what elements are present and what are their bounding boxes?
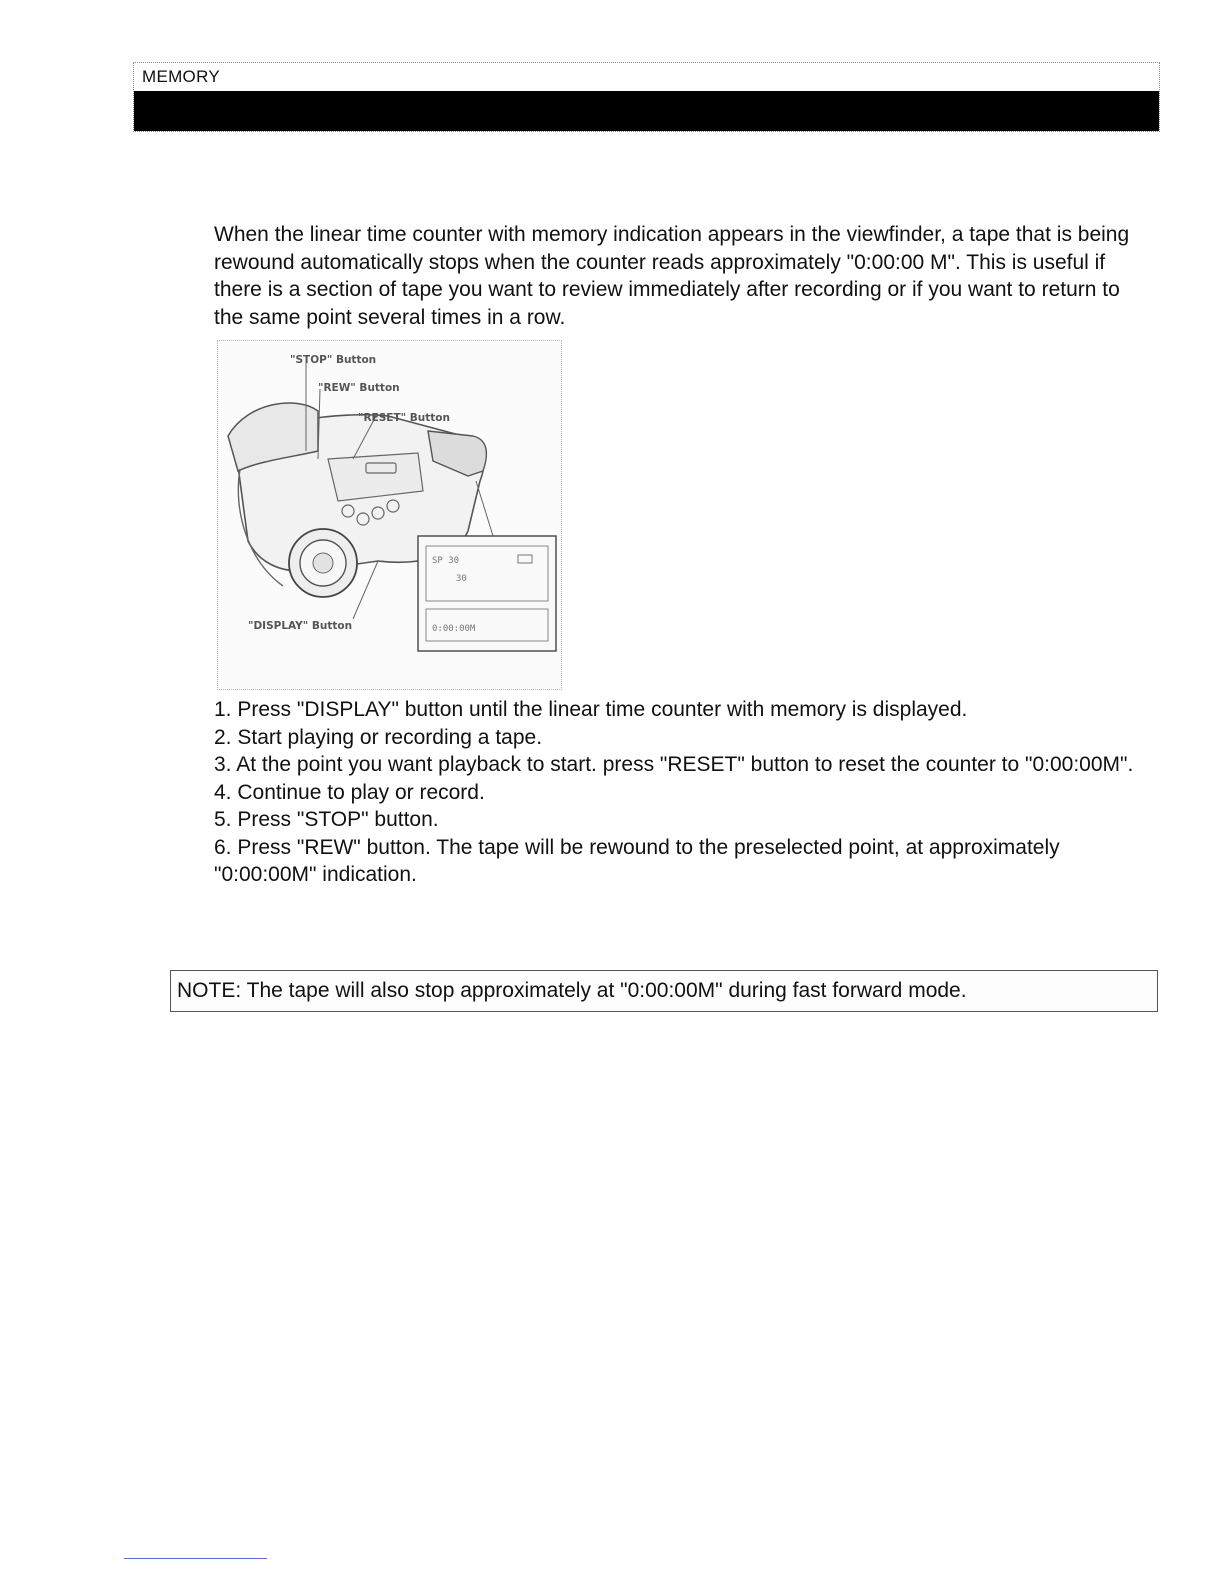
reset-button-label: "RESET" Button [358, 412, 450, 424]
lens-center [313, 553, 333, 573]
camcorder-illustration [218, 341, 563, 691]
header-bar [134, 91, 1159, 131]
lcd-mode-readout: SP 30 [432, 556, 460, 566]
step-item: 6. Press "REW" button. The tape will be rewound to the preselected point, at approximately "0:00:00M" indication. [214, 835, 1060, 886]
note-box [170, 970, 1158, 1012]
lcd-counter-readout: 0:00:00M [432, 624, 476, 634]
intro-paragraph: When the linear time counter with memory indication appears in the viewfinder, a tape that is being rewound automatically stops when the counter reads approximately "0:00:00 M". This is useful if there is a section of tape you want to review immediately after recording or if you want to return to the same point several times in a row. [214, 223, 1130, 329]
instruction-steps [214, 696, 1154, 889]
section-header [133, 62, 1160, 132]
display-button-label: "DISPLAY" Button [248, 620, 353, 632]
rew-button-label: "REW" Button [318, 382, 400, 394]
camcorder-figure [217, 340, 562, 690]
step-item: 2. Start playing or recording a tape. [214, 725, 543, 749]
step-item: 4. Continue to play or record. [214, 780, 485, 804]
step-item: 1. Press "DISPLAY" button until the linear time counter with memory is displayed. [214, 698, 968, 721]
lcd-leader [476, 481, 493, 536]
note-text: NOTE: The tape will also stop approximately at "0:00:00M" during fast forward mode. [177, 979, 967, 1002]
lcd-minutes-readout: 30 [456, 574, 467, 584]
footer-rule [124, 1558, 267, 1559]
section-title: MEMORY [142, 67, 220, 86]
step-item: 3. At the point you want playback to start. press "RESET" button to reset the counter to "0:00:00M". [214, 753, 1134, 776]
step-item: 5. Press "STOP" button. [214, 808, 439, 831]
stop-button-label: "STOP" Button [290, 354, 377, 366]
